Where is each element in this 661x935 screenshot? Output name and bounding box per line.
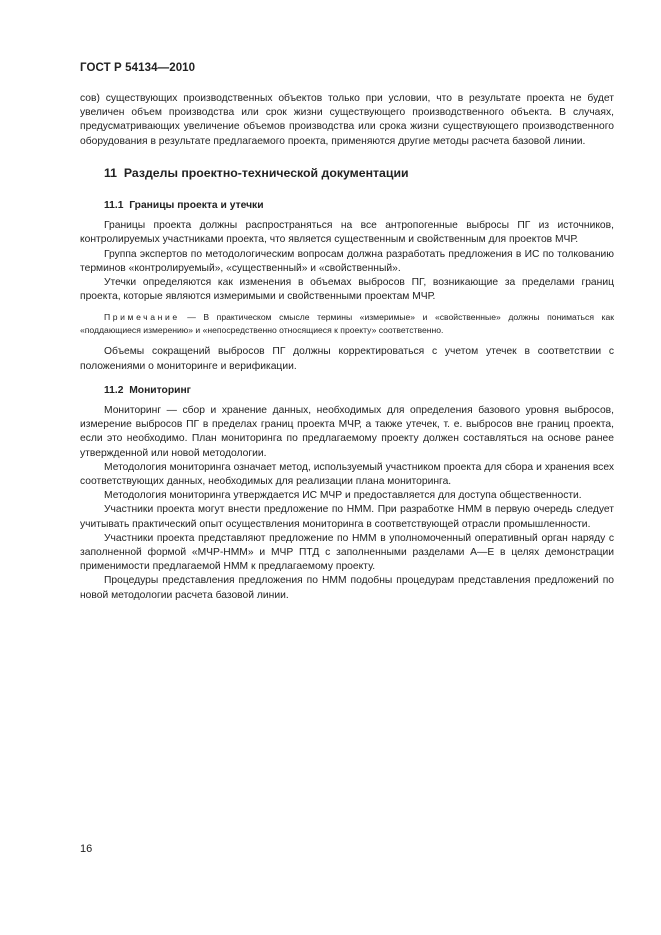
- intro-paragraph: сов) существующих производственных объектов только при условии, что в результате проекта не будет увеличен объем производства или срок жизни существующего производственного объекта. В случаях, предусматривающих увеличение объемов производства или срока жизни существующего производственного оборудования в результате предлагаемого проекта, применяются другие методы расчета базовой линии.: [80, 93, 614, 147]
- section-title: Разделы проектно-технической документации: [123, 165, 409, 180]
- paragraph: Утечки определяются как изменения в объемах выбросов ПГ, возникающие за пределами границ проекта, которые являются измеримыми и свойственными проектам МЧР.: [80, 277, 614, 303]
- note-label: Примечание: [104, 312, 180, 323]
- subsection-number: 11.1: [104, 200, 124, 212]
- subsection-number: 11.2: [104, 384, 124, 396]
- paragraph: Участники проекта представляют предложение по НММ в уполномоченный оперативный орган наряду с заполненной формой «МЧР-НММ» и МЧР ПТД с заполненными разделами А—Е в целях демонстрации применимости предлагаемой НММ к предлагаемому проекту.: [80, 532, 614, 573]
- paragraph: Методология мониторинга означает метод, используемый участником проекта для сбора и хранения всех соответствующих данных, необходимых для реализации плана мониторинга.: [80, 461, 614, 488]
- paragraph: Процедуры представления предложения по НММ подобны процедурам представления предложений по новой методологии расчета базовой линии.: [80, 575, 614, 601]
- subsection-heading: [104, 384, 614, 398]
- paragraph: Участники проекта могут внести предложение по НММ. При разработке НММ в первую очередь следует учитывать практический опыт осуществления мониторинга в соответствующей отрасли промышленности.: [80, 504, 614, 530]
- document-header: ГОСТ Р 54134—2010: [80, 62, 196, 74]
- paragraph: Методология мониторинга утверждается ИС МЧР и предоставляется для доступа общественности.: [104, 490, 582, 502]
- paragraph: Границы проекта должны распространяться на все антропогенные выбросы ПГ из источников, контролируемых участниками проекта, что является существенным и свойственным для проектов МЧР.: [80, 220, 614, 246]
- subsection-heading: [104, 199, 614, 213]
- page-number: 16: [80, 843, 93, 855]
- paragraph: Группа экспертов по методологическим вопросам должна разработать предложения в ИС по толкованию терминов «контролируемый», «существенный» и «свойственный».: [80, 248, 614, 274]
- note: [80, 311, 614, 336]
- document-body: [80, 92, 614, 603]
- section-number: 11: [104, 165, 117, 180]
- section-heading: [104, 166, 614, 180]
- paragraph: Объемы сокращений выбросов ПГ должны корректироваться с учетом утечек в соответствии с положениями о мониторинге и верификации.: [80, 346, 614, 372]
- subsection-title: Границы проекта и утечки: [129, 200, 264, 212]
- note-text: — В практическом смысле термины «измеримые» и «свойственные» должны пониматься как «поддающиеся измерению» и «непосредственно относящиеся к проекту» соответственно.: [80, 312, 614, 335]
- paragraph: Мониторинг — сбор и хранение данных, необходимых для определения базового уровня выбросов, измерение выбросов ПГ в пределах границ проекта МЧР, а также утечек, т. е. выбросов вне границ проекта, если это необходимо. План мониторинга по предлагаемому проекту должен составляться на основе ранее утвержденной или новой методологии.: [80, 405, 614, 459]
- subsection-title: Мониторинг: [129, 384, 191, 396]
